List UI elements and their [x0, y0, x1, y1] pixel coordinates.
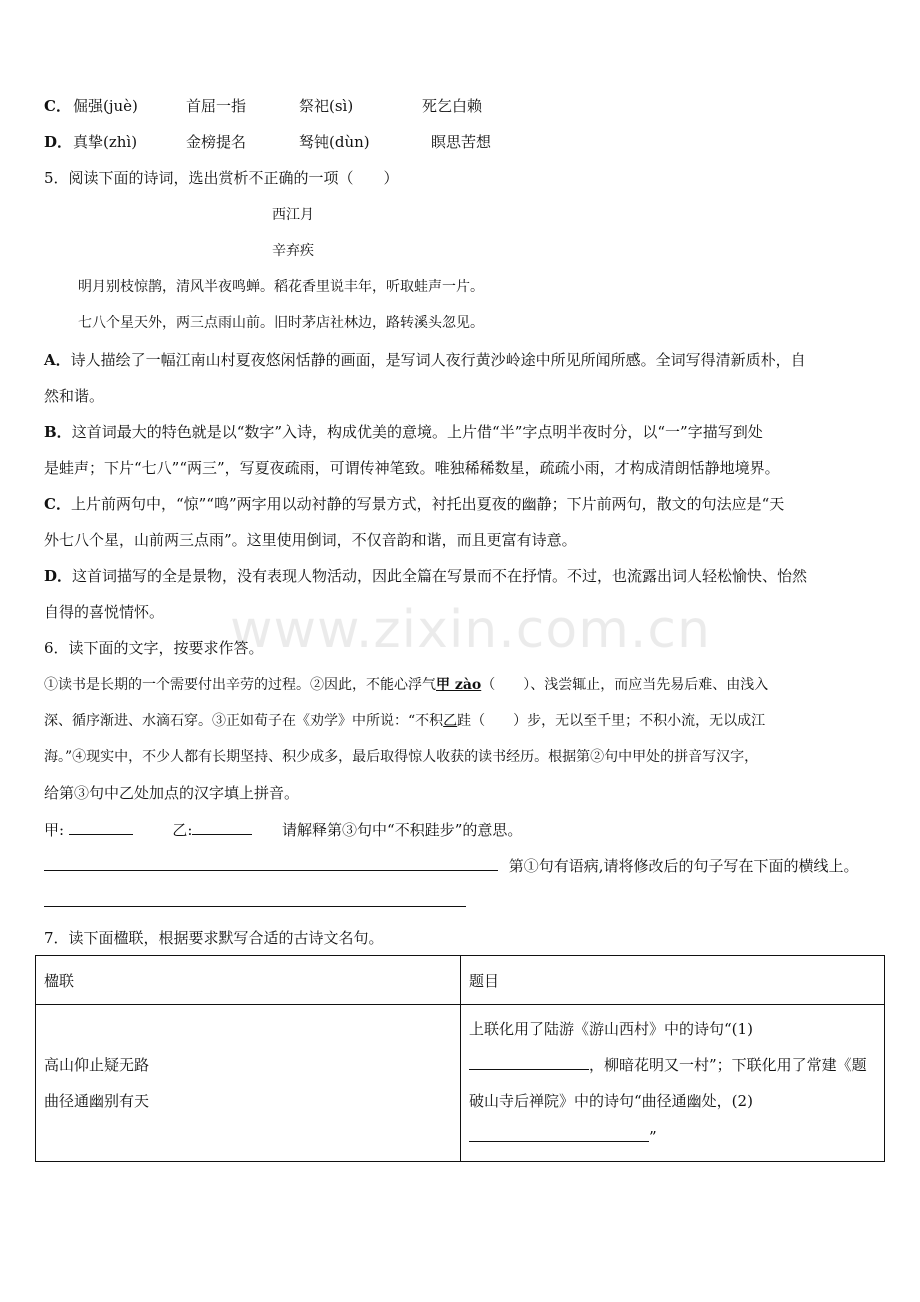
q6-instruction: 给第③句中乙处加点的汉字填上拼音。 — [44, 784, 300, 802]
option-item: 倔强(juè) — [73, 97, 138, 115]
yi-blank[interactable] — [192, 820, 252, 835]
q5-option-d-cont: 自得的喜悦情怀。 — [44, 603, 165, 621]
explain-blank[interactable] — [44, 856, 498, 871]
q5-option-c — [44, 494, 884, 514]
task-line — [469, 1119, 876, 1155]
mark-yi: 乙 — [443, 713, 458, 729]
explain-prompt: 请解释第③句中“不积跬步”的意思。 — [282, 821, 523, 839]
revise-prompt: 第①句有语病,请将修改后的句子写在下面的横线上。 — [508, 857, 859, 875]
blank-2[interactable] — [469, 1127, 649, 1142]
q4-option-d — [44, 132, 884, 152]
jia-blank[interactable] — [69, 820, 133, 835]
q5-option-c-cont: 外七八个星，山前两三点雨”。这里使用倒词，不仅音韵和谐，而且更富有诗意。 — [44, 531, 577, 549]
option-item: 驽钝(dùn) — [299, 133, 370, 151]
task-line: 破山寺后禅院》中的诗句“曲径通幽处，(2) — [469, 1092, 753, 1110]
jia-label: 甲: — [44, 821, 65, 839]
watermark: www.zixin.com.cn — [230, 600, 711, 660]
blank-1[interactable] — [469, 1055, 589, 1070]
couplet-upper: 高山仰止疑无路 — [44, 1056, 150, 1074]
poem-line: 七八个星天外，两三点雨山前。旧时茅店社林边，路转溪头忽见。 — [78, 315, 484, 331]
couplet-table — [35, 955, 885, 1162]
mark-jia: 甲 zào — [436, 677, 482, 693]
task-cell — [461, 1005, 885, 1162]
q6-revise-row — [44, 856, 884, 876]
passage-text: （ ）、浅尝辄止，而应当先易后难、由浅入 — [481, 677, 769, 693]
option-text: 这首词最大的特色就是以“数字”入诗，构成优美的意境。上片借“半”字点明半夜时分，以“一”字描写到处 — [71, 423, 763, 441]
option-item: 金榜提名 — [186, 133, 247, 151]
option-label: A． — [44, 351, 71, 369]
passage-text: 跬（ ）步，无以至千里；不积小流，无以成江 — [457, 713, 766, 729]
q5-option-a-cont: 然和谐。 — [44, 387, 105, 405]
q5-option-d — [44, 566, 884, 586]
option-text: 上片前两句中，“惊”“鸣”两字用以动衬静的写景方式，衬托出夏夜的幽静；下片前两句，散文的句法应是“天 — [70, 495, 785, 513]
q5-stem: 5．阅读下面的诗词，选出赏析不正确的一项（ ） — [44, 169, 399, 187]
option-label: D． — [44, 133, 73, 151]
q6-passage-line: 海。”④现实中，不少人都有长期坚持、积少成多，最后取得惊人收获的读书经历。根据第②句中甲处的拼音写汉字， — [44, 749, 759, 765]
q7-stem: 7．读下面楹联，根据要求默写合适的古诗文名句。 — [44, 929, 384, 947]
q6-revise-answer — [44, 892, 884, 912]
q5-option-a — [44, 350, 884, 370]
header-couplet: 楹联 — [36, 956, 461, 1005]
option-label: C． — [44, 495, 71, 513]
option-item: 死乞白赖 — [422, 97, 483, 115]
q4-option-c — [44, 96, 884, 116]
q6-answer-row — [44, 820, 884, 840]
q6-passage-line — [44, 675, 884, 695]
option-item: 祭祀(sì) — [299, 97, 354, 115]
option-text: 诗人描绘了一幅江南山村夏夜悠闲恬静的画面，是写词人夜行黄沙岭途中所见所闻所感。全词写得清新质朴，自 — [70, 351, 806, 369]
q5-option-b-cont: 是蛙声；下片“七八”“两三”，写夏夜疏雨，可谓传神笔致。唯独稀稀数星，疏疏小雨，才构成清朗恬静地境界。 — [44, 459, 780, 477]
poem-line: 明月别枝惊鹊，清风半夜鸣蝉。稻花香里说丰年，听取蛙声一片。 — [78, 279, 484, 295]
poem-author: 辛弃疾 — [272, 243, 314, 259]
couplet-lower: 曲径通幽别有天 — [44, 1092, 150, 1110]
option-text: 这首词描写的全是景物，没有表现人物活动，因此全篇在写景而不在抒情。不过，也流露出词人轻松愉快、怡然 — [72, 567, 808, 585]
option-label: B． — [44, 423, 72, 441]
couplet-cell — [36, 1005, 461, 1162]
passage-text: ①读书是长期的一个需要付出辛劳的过程。②因此，不能心浮气 — [44, 677, 436, 693]
yi-label: 乙: — [172, 821, 193, 839]
header-task: 题目 — [461, 956, 885, 1005]
q6-passage-line — [44, 711, 884, 731]
task-text: ，柳暗花明又一村”；下联化用了常建《题 — [589, 1056, 867, 1074]
passage-text: 深、循序渐进、水滴石穿。③正如荀子在《劝学》中所说：“不积 — [44, 713, 444, 729]
option-label: C． — [44, 97, 71, 115]
option-item: 首屈一指 — [186, 97, 247, 115]
revise-blank[interactable] — [44, 892, 466, 907]
poem-title: 西江月 — [272, 207, 314, 223]
task-line: 上联化用了陆游《游山西村》中的诗句“(1) — [469, 1020, 753, 1038]
option-label: D． — [44, 567, 73, 585]
option-item: 真挚(zhì) — [73, 133, 138, 151]
q5-option-b — [44, 422, 884, 442]
task-line — [469, 1047, 876, 1083]
task-text: ” — [649, 1128, 657, 1146]
option-item: 瞑思苦想 — [431, 133, 492, 151]
table-row — [36, 1005, 885, 1162]
table-header-row — [36, 956, 885, 1005]
q6-stem: 6．读下面的文字，按要求作答。 — [44, 639, 264, 657]
